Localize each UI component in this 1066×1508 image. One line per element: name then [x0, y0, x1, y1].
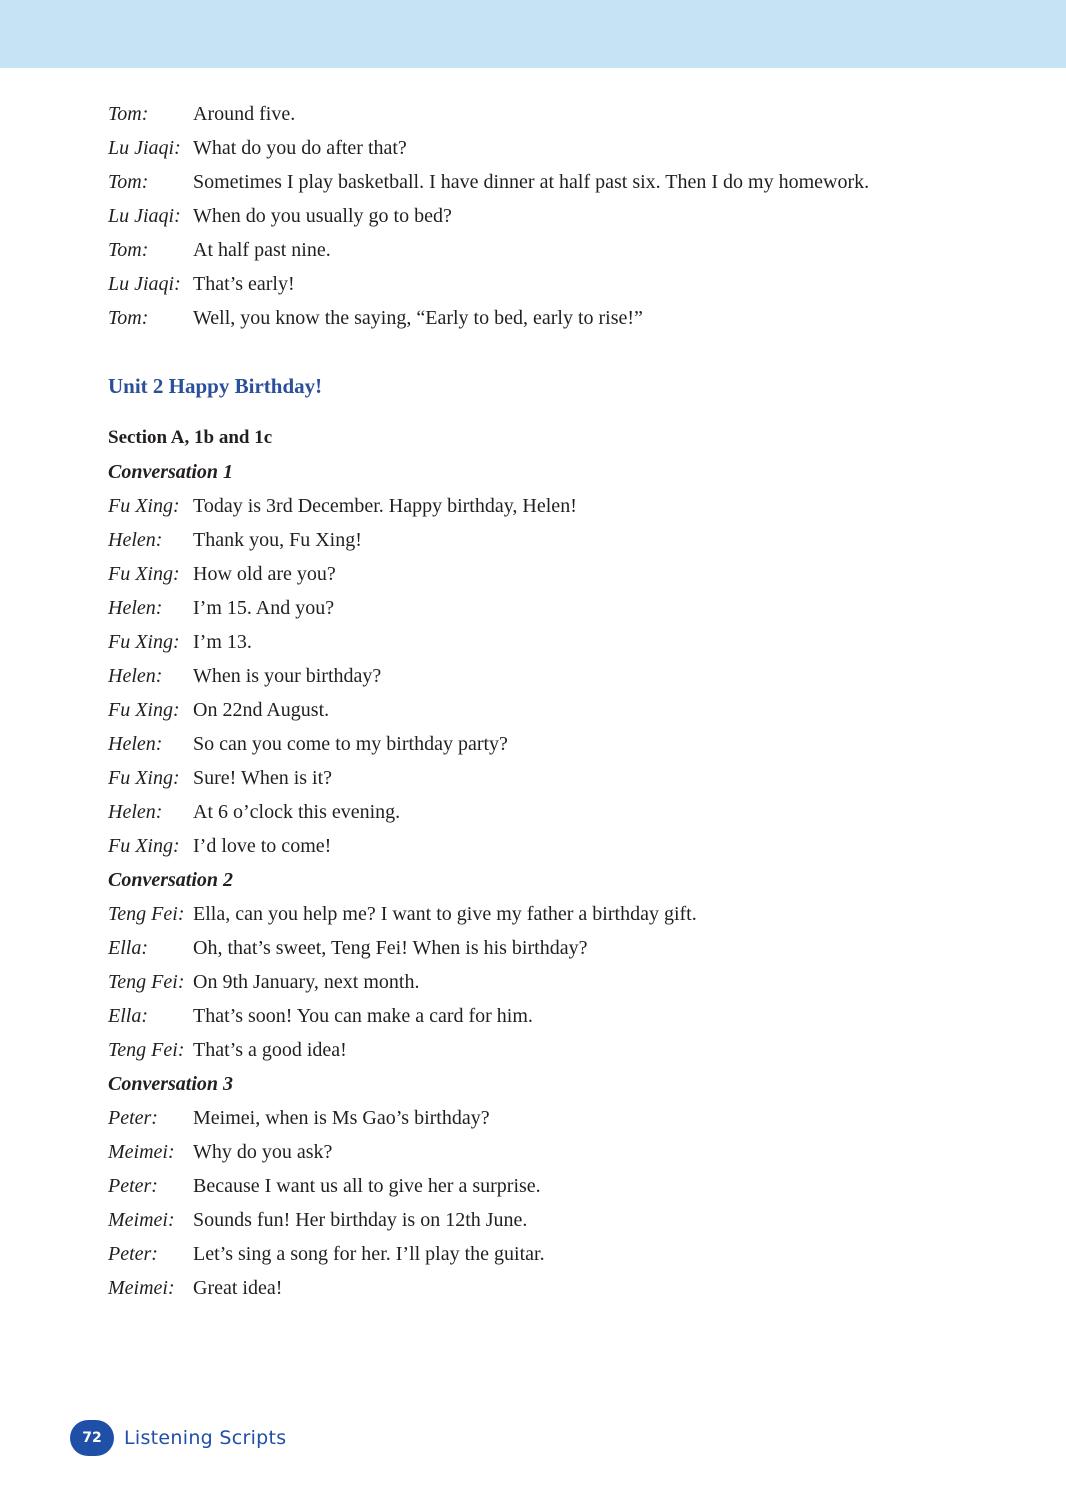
speech-text: Let’s sing a song for her. I’ll play the guitar. — [193, 1243, 545, 1265]
speaker-name: Teng Fei: — [108, 1039, 185, 1061]
conversation-2 — [108, 863, 1008, 1067]
speech-text: Today is 3rd December. Happy birthday, Helen! — [193, 495, 577, 517]
dialogue-line — [108, 557, 1008, 591]
speaker-name: Helen: — [108, 597, 163, 619]
speech-text: Great idea! — [193, 1277, 283, 1299]
speaker-name: Helen: — [108, 665, 163, 687]
page-footer — [70, 1420, 286, 1456]
speech-text: When is your birthday? — [193, 665, 382, 687]
speaker-name: Meimei: — [108, 1277, 175, 1299]
speaker-name: Fu Xing: — [108, 699, 180, 721]
conversation-1 — [108, 455, 1008, 863]
speaker-name: Meimei: — [108, 1209, 175, 1231]
speech-text: At half past nine. — [193, 239, 331, 261]
speech-text: Sounds fun! Her birthday is on 12th June. — [193, 1209, 528, 1231]
speaker-name: Fu Xing: — [108, 835, 180, 857]
speech-text: When do you usually go to bed? — [193, 205, 452, 227]
speech-text: Sometimes I play basketball. I have dinner at half past six. Then I do my homework. — [193, 171, 870, 193]
section-title: Section A, 1b and 1c — [108, 427, 273, 448]
speech-text: I’m 15. And you? — [193, 597, 335, 619]
dialogue-line — [108, 659, 1008, 693]
speaker-name: Teng Fei: — [108, 971, 185, 993]
conversation-title: Conversation 3 — [108, 1073, 234, 1095]
dialogue-line — [108, 1203, 1008, 1237]
dialogue-line — [108, 625, 1008, 659]
header-band — [0, 0, 1066, 68]
speaker-name: Tom: — [108, 103, 149, 125]
speech-text: Meimei, when is Ms Gao’s birthday? — [193, 1107, 490, 1129]
speech-text: On 9th January, next month. — [193, 971, 420, 993]
speech-text: How old are you? — [193, 563, 336, 585]
speech-text: On 22nd August. — [193, 699, 330, 721]
speech-text: Thank you, Fu Xing! — [193, 529, 362, 551]
dialogue-line — [108, 131, 1008, 165]
dialogue-line — [108, 1033, 1008, 1067]
footer-section-label: Listening Scripts — [124, 1427, 287, 1449]
dialogue-line — [108, 489, 1008, 523]
speaker-name: Tom: — [108, 171, 149, 193]
dialogue-line — [108, 97, 1008, 131]
speech-text: I’d love to come! — [193, 835, 332, 857]
speaker-name: Meimei: — [108, 1141, 175, 1163]
dialogue-line — [108, 301, 1008, 335]
speaker-name: Tom: — [108, 307, 149, 329]
speech-text: What do you do after that? — [193, 137, 407, 159]
speaker-name: Fu Xing: — [108, 767, 180, 789]
speech-text: Why do you ask? — [193, 1141, 333, 1163]
dialogue-line — [108, 1271, 1008, 1305]
dialogue-line — [108, 1135, 1008, 1169]
speech-text: Around five. — [193, 103, 296, 125]
speech-text: That’s a good idea! — [193, 1039, 347, 1061]
speaker-name: Lu Jiaqi: — [108, 205, 181, 227]
speech-text: Because I want us all to give her a surprise. — [193, 1175, 541, 1197]
conversation-3 — [108, 1067, 1008, 1305]
speaker-name: Peter: — [108, 1175, 158, 1197]
speech-text: Well, you know the saying, “Early to bed, early to rise!” — [193, 307, 643, 329]
speech-text: So can you come to my birthday party? — [193, 733, 508, 755]
intro-dialogue — [108, 97, 1008, 335]
page-number-badge: 72 — [70, 1420, 114, 1456]
dialogue-line — [108, 795, 1008, 829]
speaker-name: Fu Xing: — [108, 563, 180, 585]
speech-text: Ella, can you help me? I want to give my father a birthday gift. — [193, 903, 697, 925]
speaker-name: Ella: — [108, 937, 148, 959]
listening-scripts-content — [108, 97, 1008, 1305]
dialogue-line — [108, 1101, 1008, 1135]
speaker-name: Ella: — [108, 1005, 148, 1027]
dialogue-line — [108, 523, 1008, 557]
speaker-name: Helen: — [108, 529, 163, 551]
dialogue-line — [108, 727, 1008, 761]
speaker-name: Lu Jiaqi: — [108, 137, 181, 159]
speech-text: Oh, that’s sweet, Teng Fei! When is his birthday? — [193, 937, 588, 959]
speaker-name: Lu Jiaqi: — [108, 273, 181, 295]
speaker-name: Helen: — [108, 733, 163, 755]
speaker-name: Teng Fei: — [108, 903, 185, 925]
dialogue-line — [108, 165, 1008, 199]
speaker-name: Peter: — [108, 1243, 158, 1265]
speaker-name: Fu Xing: — [108, 495, 180, 517]
dialogue-line — [108, 199, 1008, 233]
dialogue-line — [108, 591, 1008, 625]
speech-text: That’s soon! You can make a card for him. — [193, 1005, 533, 1027]
dialogue-line — [108, 267, 1008, 301]
speaker-name: Helen: — [108, 801, 163, 823]
unit-title: Unit 2 Happy Birthday! — [108, 374, 323, 398]
dialogue-line — [108, 1237, 1008, 1271]
dialogue-line — [108, 1169, 1008, 1203]
conversation-title: Conversation 2 — [108, 869, 234, 891]
dialogue-line — [108, 233, 1008, 267]
dialogue-line — [108, 693, 1008, 727]
speech-text: At 6 o’clock this evening. — [193, 801, 401, 823]
dialogue-line — [108, 999, 1008, 1033]
dialogue-line — [108, 897, 1008, 931]
dialogue-line — [108, 965, 1008, 999]
speaker-name: Peter: — [108, 1107, 158, 1129]
speech-text: Sure! When is it? — [193, 767, 333, 789]
conversation-title: Conversation 1 — [108, 461, 234, 483]
speaker-name: Tom: — [108, 239, 149, 261]
dialogue-line — [108, 761, 1008, 795]
dialogue-line — [108, 829, 1008, 863]
dialogue-line — [108, 931, 1008, 965]
speech-text: I’m 13. — [193, 631, 252, 653]
speech-text: That’s early! — [193, 273, 295, 295]
speaker-name: Fu Xing: — [108, 631, 180, 653]
